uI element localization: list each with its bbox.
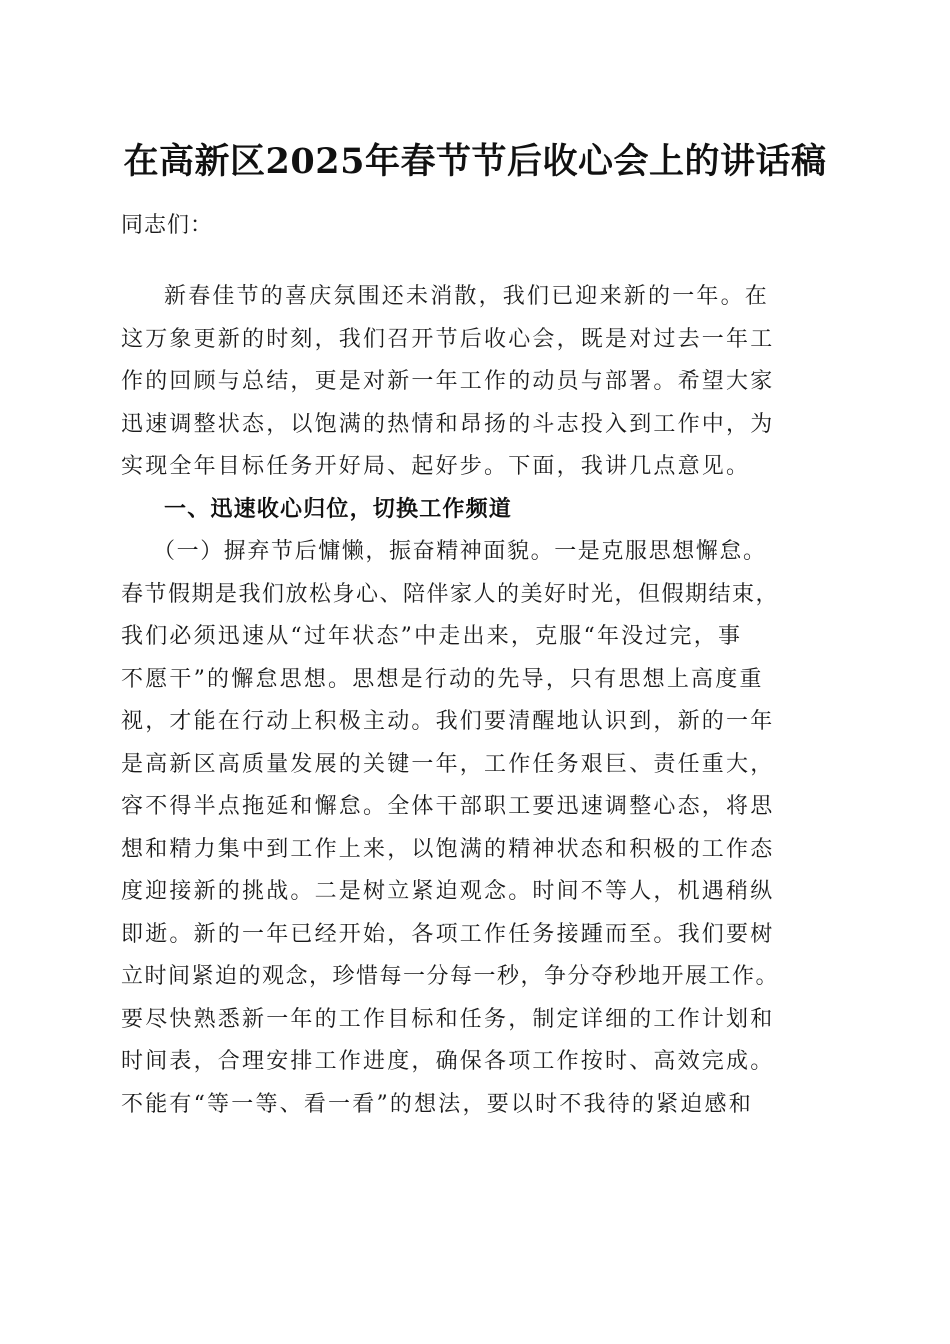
- paragraph-line: 这万象更新的时刻，我们召开节后收心会，既是对过去一年工: [121, 326, 775, 352]
- document-body: [121, 276, 841, 1126]
- paragraph-line: 不能有“等一等、看一看”的想法，要以时不我待的紧迫感和: [121, 1091, 753, 1117]
- paragraph-line: 即逝。新的一年已经开始，各项工作任务接踵而至。我们要树: [121, 921, 775, 947]
- subsection-line: （一）摒弃节后慵懒，振奋精神面貌。一是克服思想懈怠。: [153, 539, 767, 564]
- paragraph-line: 容不得半点拖延和懈怠。全体干部职工要迅速调整心态，将思: [121, 794, 775, 819]
- document-title: 在高新区2025年春节节后收心会上的讲话稿: [123, 141, 827, 182]
- paragraph-line: 想和精力集中到工作上来，以饱满的精神状态和积极的工作态: [121, 836, 775, 862]
- paragraph-line: 时间表，合理安排工作进度，确保各项工作按时、高效完成。: [121, 1049, 775, 1074]
- paragraph-line: 不愿干”的懈怠思想。思想是行动的先导，只有思想上高度重: [121, 666, 764, 692]
- paragraph-line: 春节假期是我们放松身心、陪伴家人的美好时光，但假期结束，: [121, 581, 780, 607]
- paragraph-line: 我们必须迅速从“过年状态”中走出来，克服“年没过完，事: [121, 624, 743, 649]
- greeting: 同志们：: [121, 213, 214, 238]
- paragraph-line: 是高新区高质量发展的关键一年，工作任务艰巨、责任重大，: [121, 751, 775, 777]
- paragraph-line: 要尽快熟悉新一年的工作目标和任务，制定详细的工作计划和: [121, 1006, 775, 1032]
- paragraph-line: 视，才能在行动上积极主动。我们要清醒地认识到，新的一年: [121, 709, 775, 734]
- section-heading: 一、迅速收心归位，切换工作频道: [164, 496, 513, 522]
- paragraph-line: 实现全年目标任务开好局、起好步。下面，我讲几点意见。: [121, 454, 751, 479]
- paragraph-line: 迅速调整状态，以饱满的热情和昂扬的斗志投入到工作中，为: [121, 411, 775, 437]
- paragraph-line: 作的回顾与总结，更是对新一年工作的动员与部署。希望大家: [121, 369, 775, 394]
- paragraph-line: 立时间紧迫的观念，珍惜每一分每一秒，争分夺秒地开展工作。: [121, 964, 780, 989]
- paragraph-line: 度迎接新的挑战。二是树立紧迫观念。时间不等人，机遇稍纵: [121, 879, 775, 904]
- paragraph-line: 新春佳节的喜庆氛围还未消散，我们已迎来新的一年。在: [164, 284, 770, 309]
